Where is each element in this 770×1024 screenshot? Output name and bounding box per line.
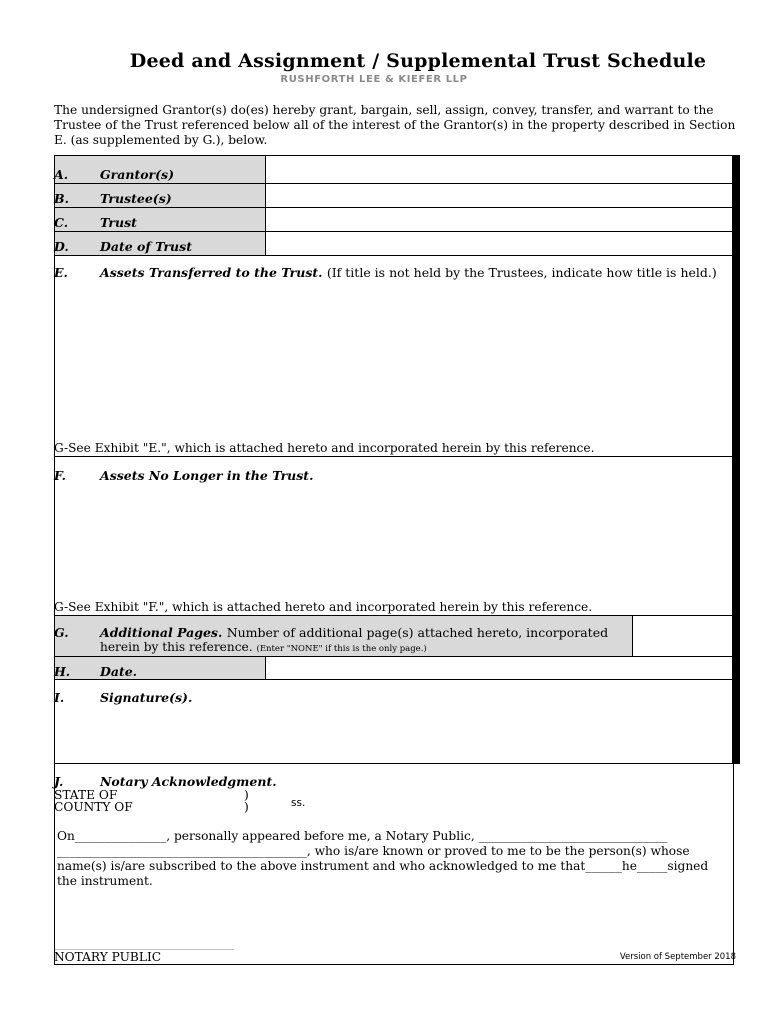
label-cell-h [55, 657, 266, 679]
deed-form [54, 155, 734, 965]
section-b-label: Trustee(s) [100, 191, 172, 206]
intro-paragraph: The undersigned Grantor(s) do(es) hereby grant, bargain, sell, assign, convey, transfer, and warrant to the Trustee of the Trust referenced below all of the interest of the Grantor(s) in the property described in Section E. (as supplemented by G.), below. [54, 103, 736, 147]
additional-pages-field[interactable] [634, 617, 732, 655]
section-g-description-cont: herein by this reference. [100, 640, 253, 654]
section-e-letter: E. [54, 265, 68, 280]
notary-line-2: _________________________________________, who is/are known or proved to me to be the person(s) whose [57, 844, 690, 858]
ss-label: ss. [291, 797, 306, 809]
section-h-label: Date. [100, 664, 138, 679]
section-i-letter: I. [54, 690, 65, 705]
assets-removed-field[interactable] [56, 485, 732, 595]
notary-line-3: name(s) is/are subscribed to the above instrument and who acknowledged to me that______he_____signed [57, 859, 709, 873]
grantor-field[interactable] [266, 156, 732, 182]
document-title: Deed and Assignment / Supplemental Trust Schedule [129, 50, 707, 72]
notary-public-label: NOTARY PUBLIC [54, 950, 162, 964]
section-j-label: Notary Acknowledgment. [100, 774, 277, 789]
label-cell-c [55, 208, 266, 231]
paren-top: ) [244, 788, 249, 802]
firm-name: RUSHFORTH LEE & KIEFER LLP [280, 74, 468, 85]
section-e-label: Assets Transferred to the Trust. [100, 265, 323, 280]
section-c-label: Trust [100, 215, 137, 230]
trustee-field[interactable] [266, 184, 732, 206]
section-b-letter: B. [54, 191, 69, 206]
trust-field[interactable] [266, 208, 732, 230]
section-g-note: (Enter "NONE" if this is the only page.) [256, 644, 427, 654]
section-e-description: (If title is not held by the Trustees, indicate how title is held.) [326, 265, 717, 280]
exhibit-f-note: G-See Exhibit "F.", which is attached hereto and incorporated herein by this reference. [54, 600, 593, 614]
signature-field[interactable] [56, 707, 732, 761]
notary-signature-line[interactable]: ________________________________________ [54, 940, 234, 950]
section-i-label: Signature(s). [100, 690, 193, 705]
section-g-letter: G. [54, 625, 69, 640]
date-of-trust-field[interactable] [266, 232, 732, 254]
exhibit-e-note: G-See Exhibit "E.", which is attached hereto and incorporated herein by this reference. [54, 441, 595, 455]
section-h-letter: H. [54, 664, 71, 679]
section-f-label: Assets No Longer in the Trust. [100, 468, 314, 483]
section-g-description: Number of additional page(s) attached hereto, incorporated [226, 625, 609, 640]
section-d-letter: D. [54, 239, 69, 254]
assets-transferred-field[interactable] [56, 285, 732, 435]
date-field[interactable] [266, 658, 732, 678]
section-c-letter: C. [54, 215, 69, 230]
section-a-label: Grantor(s) [100, 167, 175, 182]
version-label: Version of September 2018 [619, 952, 736, 962]
section-g-label: Additional Pages. [100, 625, 223, 640]
notary-line-1: On_______________, personally appeared before me, a Notary Public, _______________________________ [57, 829, 668, 843]
paren-bottom: ) [244, 800, 249, 814]
notary-line-4: the instrument. [57, 874, 153, 888]
section-d-label: Date of Trust [100, 239, 192, 254]
county-label: COUNTY OF [54, 800, 133, 814]
section-j-letter: J. [54, 774, 64, 789]
section-f-letter: F. [54, 468, 66, 483]
section-a-letter: A. [54, 167, 69, 182]
state-label: STATE OF [54, 788, 118, 802]
